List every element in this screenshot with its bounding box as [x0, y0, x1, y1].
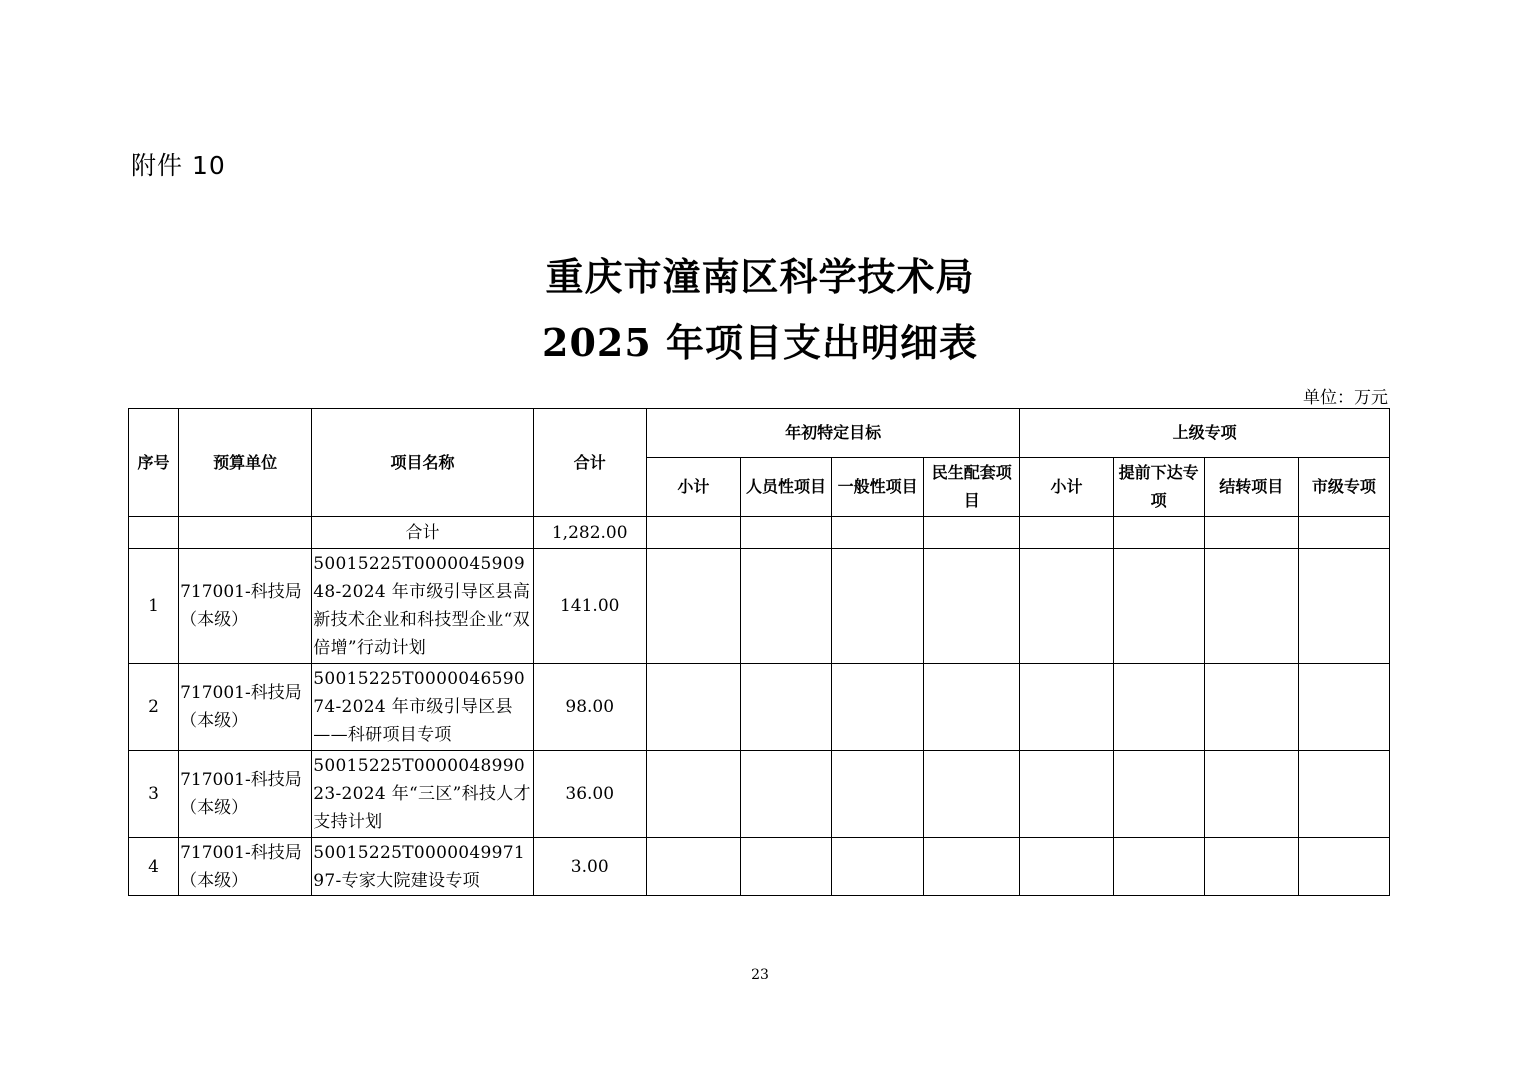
row-amount: 141.00	[533, 549, 646, 664]
row-project: 50015225T000004997197-专家大院建设专项	[312, 838, 533, 896]
header-g1-personnel: 人员性项目	[740, 458, 831, 517]
row-seq: 1	[129, 549, 179, 664]
row-amount: 3.00	[533, 838, 646, 896]
header-seq: 序号	[129, 409, 179, 517]
row-amount: 36.00	[533, 751, 646, 838]
attachment-label: 附件 10	[131, 151, 226, 180]
unit-label: 单位：万元	[1303, 388, 1388, 408]
row-amount: 98.00	[533, 664, 646, 751]
total-label: 合计	[312, 517, 533, 549]
page-subtitle: 2025 年项目支出明细表	[542, 320, 978, 365]
total-row	[129, 517, 1390, 549]
total-amount: 1,282.00	[533, 517, 646, 549]
header-group-superior-special: 上级专项	[1020, 409, 1390, 458]
header-total: 合计	[533, 409, 646, 517]
header-g1-subtotal: 小计	[646, 458, 740, 517]
table-row	[129, 549, 1390, 664]
row-unit: 717001-科技局（本级）	[179, 664, 312, 751]
header-project-name: 项目名称	[312, 409, 533, 517]
row-seq: 4	[129, 838, 179, 896]
table-row	[129, 664, 1390, 751]
row-unit: 717001-科技局（本级）	[179, 838, 312, 896]
row-unit: 717001-科技局（本级）	[179, 549, 312, 664]
header-g2-subtotal: 小计	[1020, 458, 1113, 517]
header-g2-advance: 提前下达专项	[1113, 458, 1204, 517]
row-project: 50015225T000004899023-2024 年“三区”科技人才支持计划	[312, 751, 533, 838]
page-title: 重庆市潼南区科学技术局	[545, 254, 975, 299]
header-g1-general: 一般性项目	[832, 458, 924, 517]
row-project: 50015225T000004659074-2024 年市级引导区县——科研项目专项	[312, 664, 533, 751]
project-expenditure-table	[128, 408, 1390, 896]
header-g1-livelihood: 民生配套项目	[924, 458, 1020, 517]
page-number: 23	[751, 967, 769, 983]
header-g2-municipal: 市级专项	[1298, 458, 1389, 517]
row-project: 50015225T000004590948-2024 年市级引导区县高新技术企业和科技型企业“双倍增”行动计划	[312, 549, 533, 664]
header-group-annual-targets: 年初特定目标	[646, 409, 1020, 458]
header-unit: 预算单位	[179, 409, 312, 517]
table-row	[129, 838, 1390, 896]
header-g2-carryover: 结转项目	[1204, 458, 1298, 517]
row-seq: 2	[129, 664, 179, 751]
table-row	[129, 751, 1390, 838]
row-unit: 717001-科技局（本级）	[179, 751, 312, 838]
row-seq: 3	[129, 751, 179, 838]
